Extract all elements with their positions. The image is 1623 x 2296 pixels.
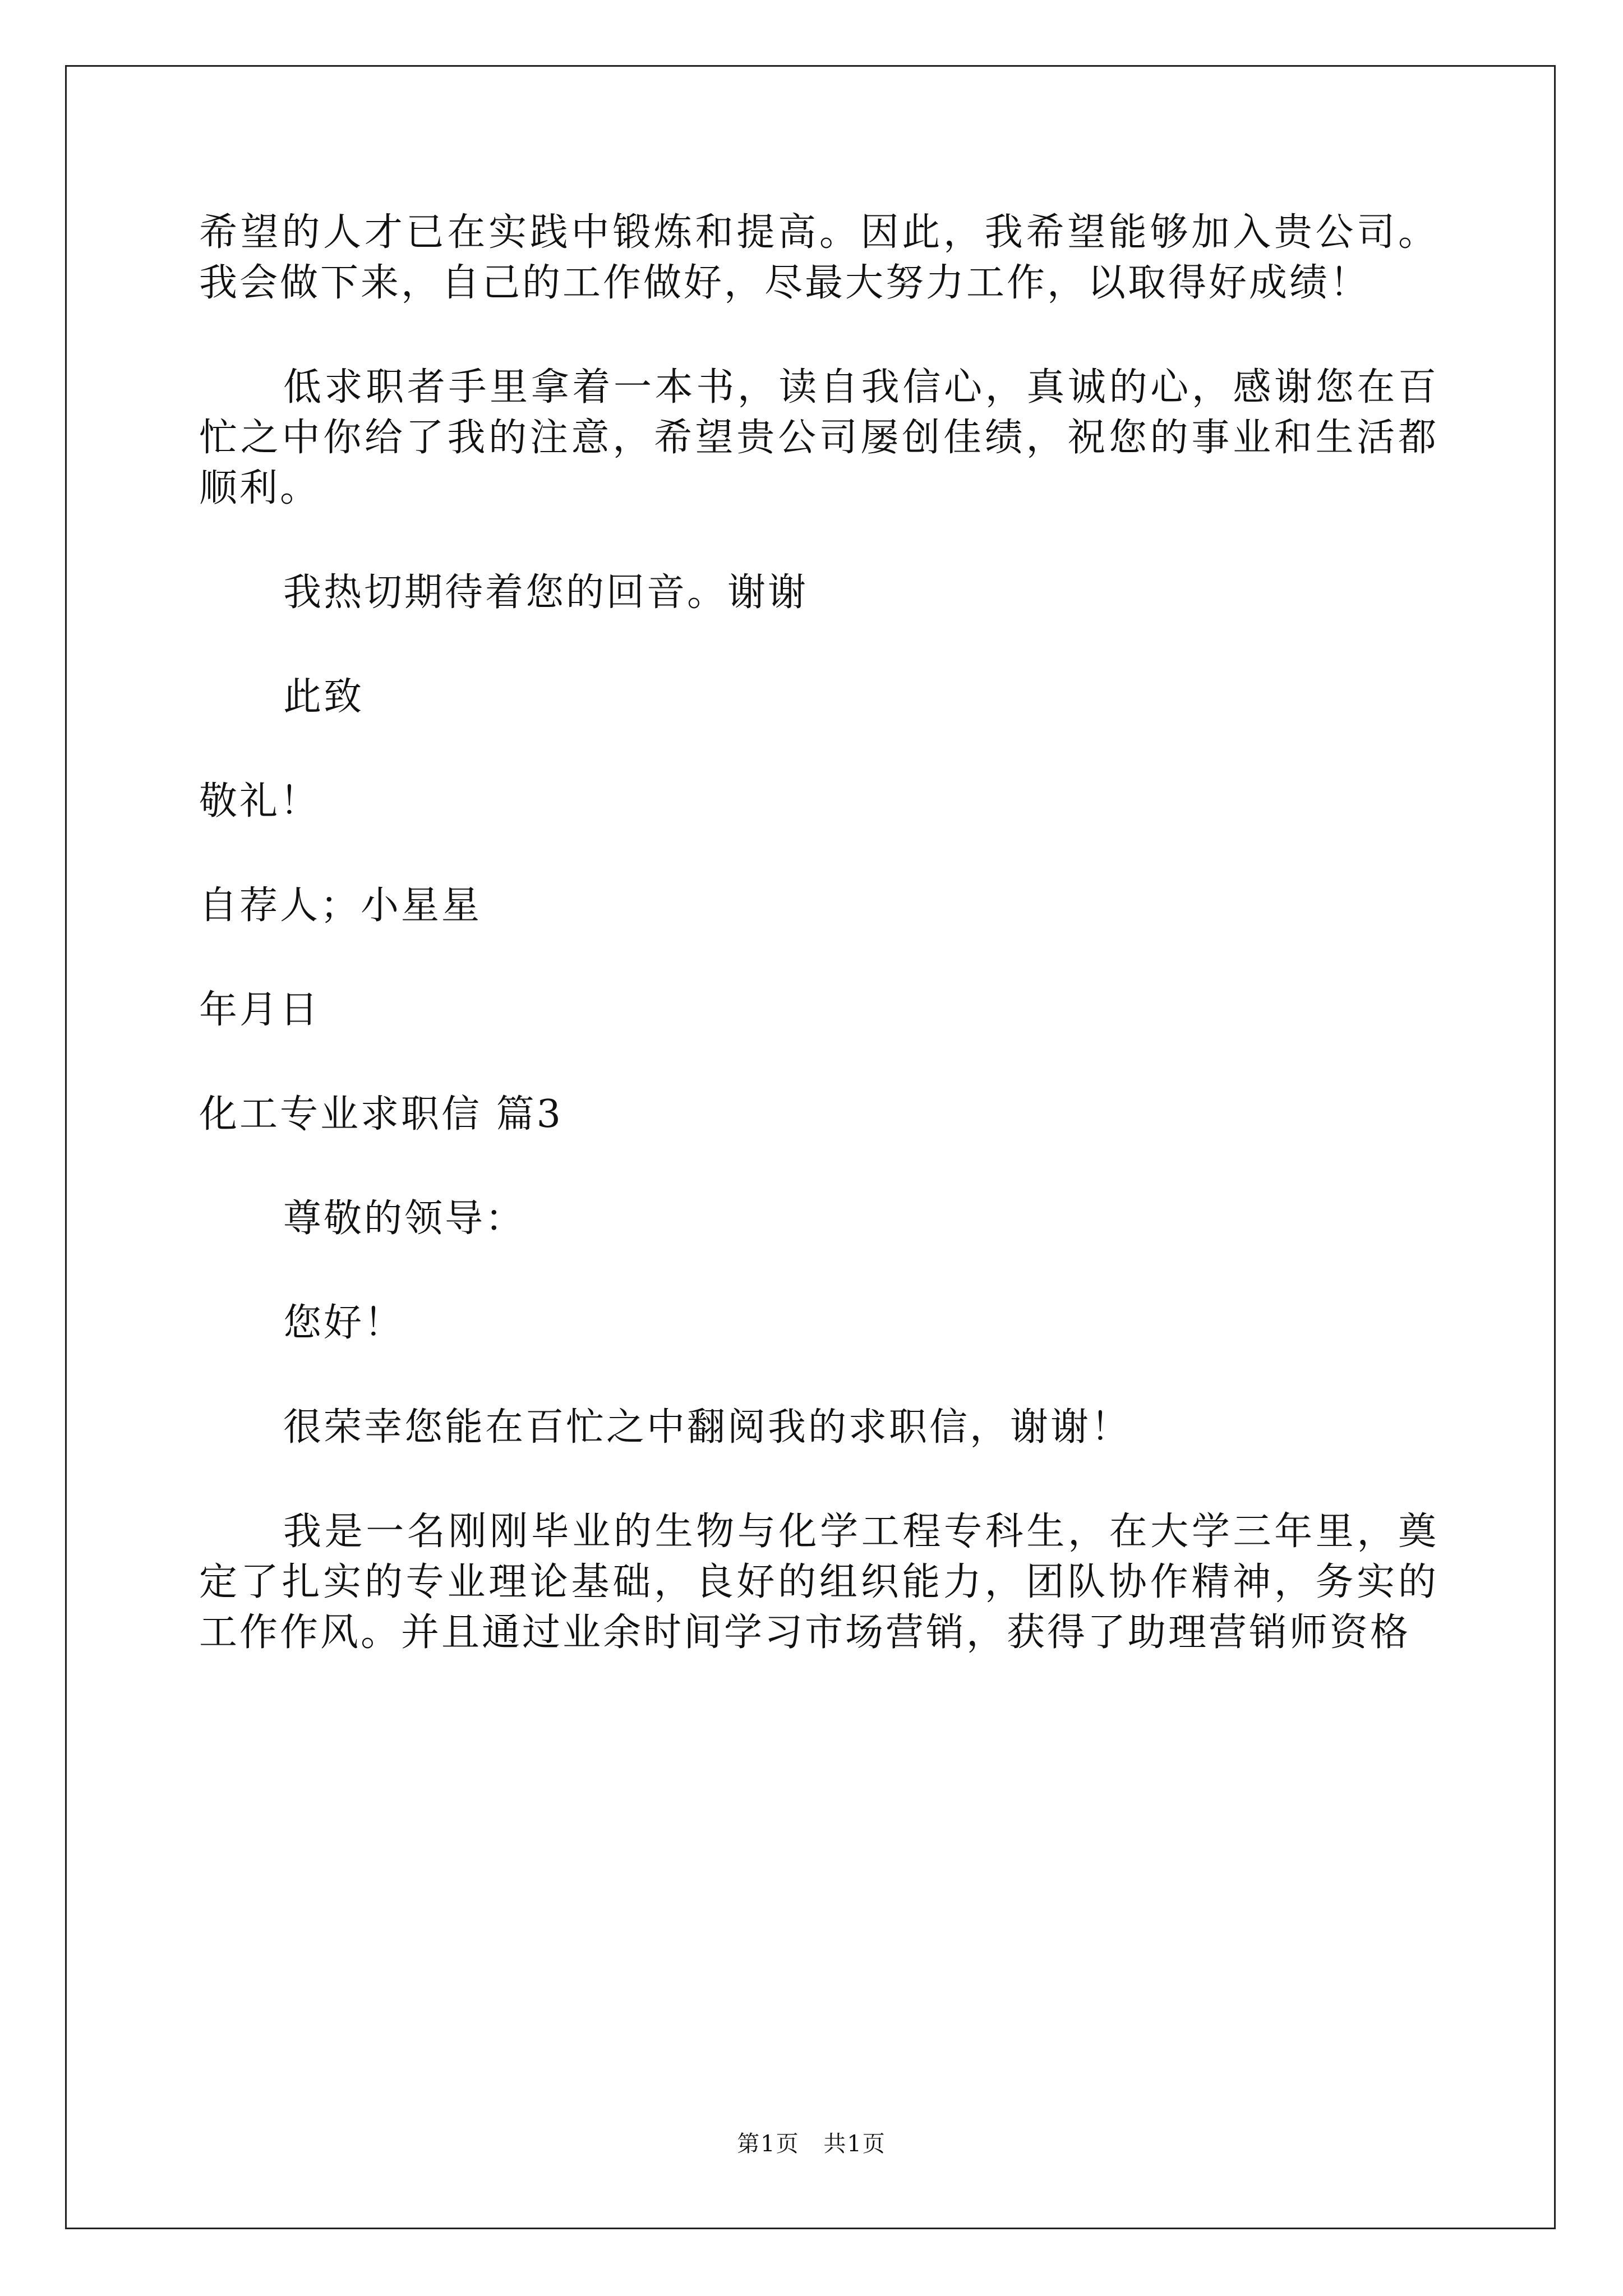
page-number-current: 第1页 — [737, 2131, 800, 2157]
paragraph-thanks: 很荣幸您能在百忙之中翻阅我的求职信，谢谢！ — [283, 1405, 1132, 1450]
page-footer — [0, 2130, 1623, 2158]
greeting-hello: 您好！ — [283, 1301, 405, 1345]
page-number-total: 共1页 — [823, 2131, 886, 2157]
closing-salutation: 此致 — [283, 675, 365, 719]
paragraph-intro: 我是一名刚刚毕业的生物与化学工程专科生，在大学三年里，奠定了扎实的专业理论基础，良好的组织能力，团队协作精神，务实的工作作风。并且通过业余时间学习市场营销，获得了助理营销师资格 — [199, 1510, 1438, 1655]
signature-line: 自荐人；小星星 — [199, 884, 482, 928]
date-line: 年月日 — [199, 988, 321, 1032]
document-body — [199, 208, 1438, 1712]
paragraph-1: 希望的人才已在实践中锻炼和提高。因此，我希望能够加入贵公司。我会做下来，自己的工作做好，尽最大努力工作，以取得好成绩！ — [199, 210, 1438, 305]
greeting-line: 尊敬的领导： — [283, 1197, 526, 1241]
section-heading: 化工专业求职信 篇3 — [199, 1092, 563, 1137]
paragraph-3: 我热切期待着您的回音。谢谢 — [283, 570, 809, 615]
closing-regards: 敬礼！ — [199, 779, 321, 823]
paragraph-2: 低求职者手里拿着一本书，读自我信心，真诚的心，感谢您在百忙之中你给了我的注意，希望贵公司屡创佳绩，祝您的事业和生活都顺利。 — [199, 365, 1438, 510]
